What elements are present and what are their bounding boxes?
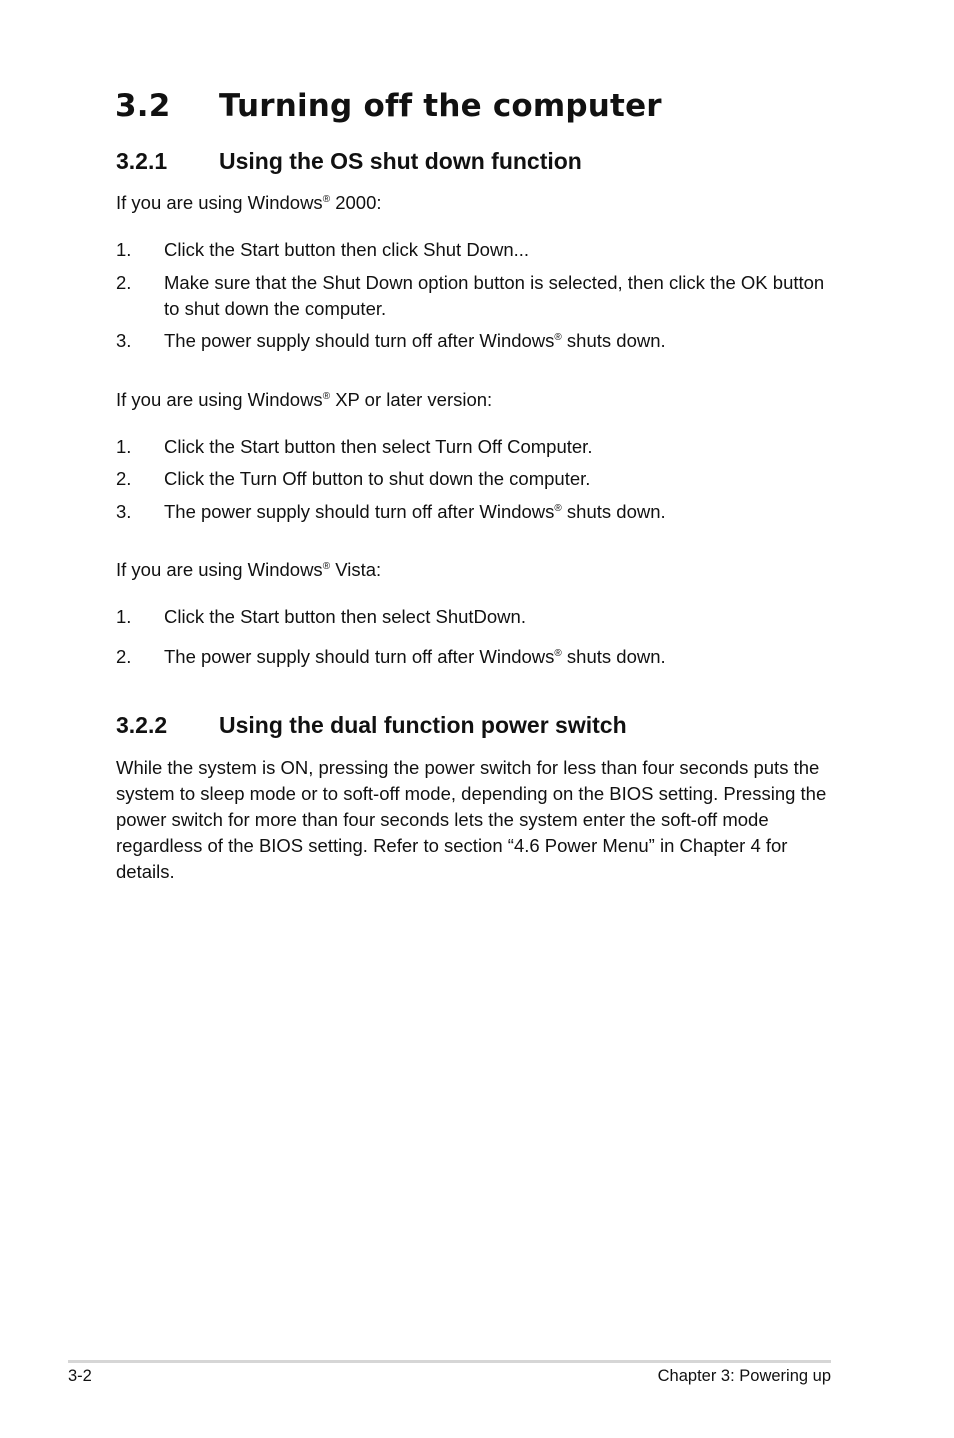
step-number: 1. — [116, 436, 132, 457]
step-number: 1. — [116, 606, 132, 627]
step-number: 3. — [116, 330, 132, 351]
page-number: 3-2 — [68, 1367, 92, 1385]
step-text: Click the Turn Off button to shut down the computer. — [164, 468, 591, 489]
step-text-suffix: shuts down. — [561, 330, 666, 351]
step-text: Make sure that the Shut Down option button is selected, then click the OK button to shut down the computer. — [164, 272, 825, 319]
step-number: 3. — [116, 501, 132, 522]
step-text-main: The power supply should turn off after Windows — [164, 646, 555, 667]
registered-mark: ® — [322, 194, 331, 205]
intro-windows-vista — [116, 557, 381, 583]
footer-divider — [68, 1360, 831, 1363]
intro-suffix: Vista: — [330, 559, 382, 580]
step-text: Click the Start button then click Shut Down... — [164, 239, 530, 260]
registered-mark: ® — [322, 561, 331, 572]
intro-windows-xp — [116, 387, 492, 413]
page-title — [115, 88, 662, 124]
intro-suffix: 2000: — [330, 192, 382, 213]
step-text-suffix: shuts down. — [561, 646, 666, 667]
title-number: 3.2 — [115, 88, 171, 124]
registered-mark: ® — [554, 648, 562, 659]
intro-suffix: XP or later version: — [330, 389, 493, 410]
step-text-suffix: shuts down. — [561, 501, 666, 522]
section-heading-3-2-1 — [116, 148, 582, 175]
step-number: 2. — [116, 646, 132, 667]
step-number: 1. — [116, 239, 132, 260]
intro-text: If you are using Windows — [116, 192, 323, 213]
power-switch-paragraph: While the system is ON, pressing the power switch for less than four seconds puts the system to sleep mode or to soft-off mode, depending on the BIOS setting. Pressing the power switch for more than four seconds lets the system enter the soft-off mode regardless of the BIOS setting. Refer to section “4.6 Power Menu” in Chapter 4 for details. — [116, 757, 827, 882]
step-text-main: The power supply should turn off after Windows — [164, 501, 555, 522]
registered-mark: ® — [554, 503, 562, 514]
intro-text: If you are using Windows — [116, 389, 323, 410]
section-heading-3-2-2 — [116, 712, 627, 739]
step-text — [164, 499, 844, 525]
list-item — [116, 270, 836, 322]
step-text — [164, 644, 844, 670]
chapter-label: Chapter 3: Powering up — [657, 1367, 831, 1385]
step-text: Click the Start button then select Turn Off Computer. — [164, 436, 593, 457]
step-text — [164, 328, 844, 354]
section-number: 3.2.2 — [116, 712, 168, 738]
registered-mark: ® — [554, 332, 562, 343]
title-text: Turning off the computer — [219, 88, 662, 124]
section-title: Using the dual function power switch — [219, 712, 627, 738]
step-number: 2. — [116, 468, 132, 489]
intro-text: If you are using Windows — [116, 559, 323, 580]
section-title: Using the OS shut down function — [219, 148, 582, 174]
step-text: Click the Start button then select ShutDown. — [164, 606, 526, 627]
intro-windows-2000 — [116, 190, 382, 216]
step-number: 2. — [116, 272, 132, 293]
section-number: 3.2.1 — [116, 148, 168, 174]
registered-mark: ® — [322, 391, 331, 402]
step-text-main: The power supply should turn off after Windows — [164, 330, 555, 351]
